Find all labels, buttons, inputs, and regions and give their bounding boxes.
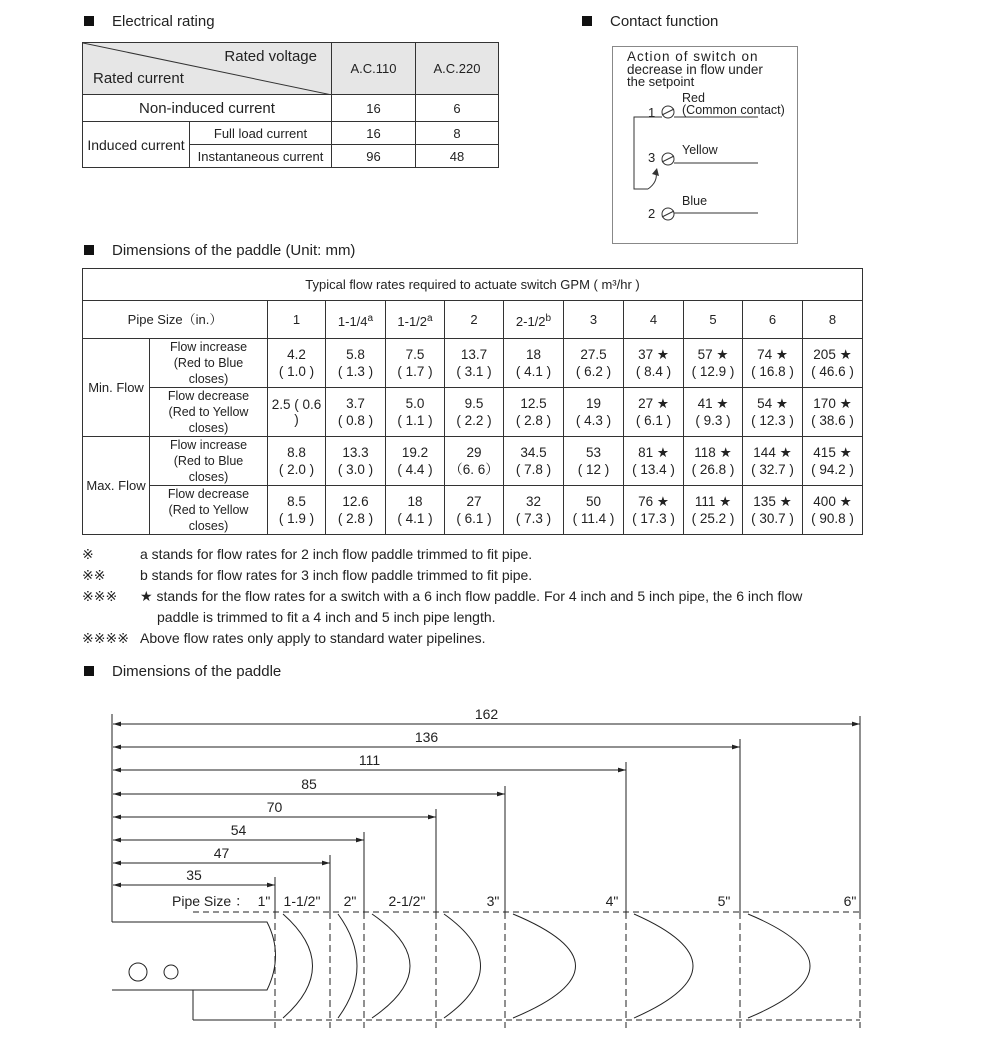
section-title-paddle-dims	[84, 242, 355, 259]
flow-m3hr-value: ( 1.7 )	[397, 364, 433, 379]
flow-label-line: Flow decrease	[167, 487, 250, 501]
footnote-superscript: a	[367, 312, 374, 324]
flow-m3hr-value: ( 9.3 )	[695, 413, 731, 428]
flow-rate-table	[82, 268, 863, 535]
flow-gpm-value: 5.8	[346, 347, 365, 362]
flow-gpm-value: 54 ★	[757, 396, 788, 411]
flow-m3hr-value: ( 6.2 )	[575, 364, 612, 379]
induced-label: Induced current	[83, 122, 190, 168]
flow-gpm-value: 8.8	[287, 445, 306, 460]
flow-rate-cell	[564, 339, 624, 388]
terminal-1-screw-icon	[662, 106, 674, 118]
cell: 48	[416, 145, 499, 168]
pipe-size-col-header	[803, 301, 863, 339]
cell: 6	[416, 95, 499, 122]
pipe-size-col-header	[268, 301, 326, 339]
red-label: Red	[682, 91, 705, 105]
flow-m3hr-value: ( 30.7 )	[751, 511, 794, 526]
section-title-text: Dimensions of the paddle	[112, 663, 282, 680]
trim-line	[748, 912, 860, 1028]
full-load-label: Full load current	[190, 122, 332, 145]
flow-label-line: Flow increase	[169, 438, 248, 452]
flow-m3hr-value: ( 46.6 )	[811, 364, 854, 379]
flow-m3hr-value: ( 38.6 )	[811, 413, 854, 428]
terminal-1-number: 1	[648, 105, 656, 120]
dimension-line	[113, 776, 505, 912]
contact-caption-line1: Action of switch on	[627, 49, 759, 64]
flow-m3hr-value: ( 2.0 )	[278, 462, 315, 477]
flow-rate-cell	[326, 388, 386, 437]
flow-gpm-value: 7.5	[405, 347, 425, 362]
flow-gpm-value: 50	[585, 494, 602, 509]
flow-gpm-value: 19.2	[401, 445, 429, 460]
flow-rate-cell	[684, 437, 743, 486]
terminal-3-number: 3	[648, 150, 656, 165]
pipe-size-value: 4	[649, 312, 658, 327]
yellow-label: Yellow	[682, 143, 718, 157]
pipe-size-value: 8	[828, 312, 837, 327]
trim-line	[338, 912, 364, 1028]
flow-m3hr-value: ( 90.8 )	[811, 511, 854, 526]
flow-rate-cell	[624, 339, 684, 388]
flow-gpm-value: 135 ★	[753, 494, 792, 509]
flow-rate-cell	[445, 388, 504, 437]
note-marker: ※※	[82, 567, 106, 583]
flow-gpm-value: 27 ★	[638, 396, 669, 411]
flow-label-line: closes)	[188, 470, 229, 484]
paddle-dimension-drawing	[0, 690, 1000, 1046]
trim-line	[513, 912, 626, 1028]
flow-m3hr-value: ( 6.1 )	[456, 511, 492, 526]
section-title-paddle-drawing	[84, 663, 281, 680]
trim-line	[444, 912, 505, 1028]
flow-rate-cell	[268, 339, 326, 388]
flow-gpm-value: 4.2	[287, 347, 306, 362]
pipe-size-col-header	[445, 301, 504, 339]
square-bullet-icon	[84, 666, 94, 676]
section-title-electrical-rating	[84, 13, 215, 30]
flow-rate-cell	[743, 486, 803, 535]
note-text: Above flow rates only apply to standard water pipelines.	[140, 630, 486, 646]
max-flow-label: Max. Flow	[83, 437, 150, 535]
section-title-text: Dimensions of the paddle (Unit: mm)	[112, 242, 356, 259]
non-induced-label: Non-induced current	[83, 95, 332, 122]
flow-m3hr-value: ( 4.1 )	[397, 511, 433, 526]
pipe-size-mark: 3"	[486, 893, 500, 909]
flow-label-line: (Red to Blue	[173, 454, 244, 468]
flow-table-title: Typical flow rates required to actuate switch GPM ( m³/hr )	[83, 269, 863, 301]
flow-m3hr-value: ( 2.8 )	[337, 511, 374, 526]
flow-rate-cell	[326, 486, 386, 535]
flow-m3hr-value: ( 4.1 )	[515, 364, 552, 379]
terminal-2-screw-icon	[662, 208, 674, 220]
flow-gpm-value: 57 ★	[697, 347, 729, 362]
flow-m3hr-value: ( 12.3 )	[751, 413, 794, 428]
dimension-value: 136	[414, 729, 439, 745]
section-title-text: Contact function	[610, 13, 719, 30]
flow-gpm-value: 29	[466, 445, 482, 460]
pipe-size-col-header	[564, 301, 624, 339]
note-marker: ※※※	[82, 588, 118, 604]
flow-gpm-value: 81 ★	[638, 445, 669, 460]
dimension-value: 54	[230, 822, 247, 838]
pipe-size-mark: 4"	[605, 893, 619, 909]
flow-gpm-value: 144 ★	[753, 445, 792, 460]
flow-m3hr-value: ( 8.4 )	[635, 364, 672, 379]
pipe-size-label: Pipe Size ：	[172, 893, 250, 909]
flow-row	[83, 437, 863, 486]
flow-gpm-value: 205 ★	[813, 347, 852, 362]
pipe-size-mark: 2"	[343, 893, 357, 909]
note-marker: ※※※※	[82, 630, 129, 646]
dimension-value: 47	[213, 845, 230, 861]
col-ac110: A.C.110	[332, 43, 416, 95]
flow-m3hr-value: ( 1.9 )	[278, 511, 315, 526]
note-marker: ※	[82, 546, 94, 562]
contact-function-diagram	[610, 44, 800, 246]
flow-decrease-label	[150, 486, 268, 535]
flow-gpm-value: 13.3	[342, 445, 369, 460]
flow-m3hr-value: ( 12 )	[577, 462, 610, 477]
pipe-size-value: 2-1/2	[515, 313, 546, 329]
instantaneous-label: Instantaneous current	[190, 145, 332, 168]
footnote-superscript: a	[427, 312, 433, 324]
paddle-body	[112, 912, 860, 1020]
flow-gpm-value: 27	[466, 494, 482, 509]
flow-m3hr-value: ( 1.1 )	[397, 413, 433, 428]
flow-m3hr-value: ( 17.3 )	[632, 511, 675, 526]
flow-m3hr-value: ( 11.4 )	[572, 511, 615, 526]
rated-current-label: Rated current	[93, 70, 184, 87]
rating-header-corner	[83, 43, 332, 95]
flow-gpm-value: 19	[585, 396, 602, 411]
flow-rate-cell	[564, 437, 624, 486]
flow-gpm-value: 118 ★	[694, 445, 732, 460]
flow-rate-cell	[268, 486, 326, 535]
flow-rate-cell	[326, 437, 386, 486]
square-bullet-icon	[84, 245, 94, 255]
flow-rate-cell	[564, 388, 624, 437]
cell: 16	[332, 122, 416, 145]
electrical-rating-table	[82, 42, 499, 168]
pipe-size-col-header	[326, 301, 386, 339]
flow-gpm-value: 18	[525, 347, 542, 362]
flow-decrease-label	[150, 388, 268, 437]
note-text: paddle is trimmed to fit a 4 inch and 5 inch pipe length.	[157, 609, 496, 625]
pipe-size-mark: 1-1/2"	[283, 893, 321, 909]
pipe-size-value: 1	[292, 312, 301, 327]
flow-m3hr-value: ( 94.2 )	[811, 462, 854, 477]
flow-rate-cell	[386, 486, 445, 535]
terminal-3-screw-icon	[662, 153, 674, 165]
dimension-value: 70	[266, 799, 283, 815]
flow-gpm-value: 74 ★	[757, 347, 788, 362]
flow-m3hr-value: ( 13.4 )	[632, 462, 675, 477]
flow-m3hr-value: ( 1.3 )	[337, 364, 374, 379]
flow-gpm-value: 12.5	[520, 396, 547, 411]
note-text: b stands for flow rates for 3 inch flow paddle trimmed to fit pipe.	[140, 567, 533, 583]
flow-gpm-value: 37 ★	[638, 347, 669, 362]
flow-m3hr-value: ( 7.8 )	[515, 462, 552, 477]
flow-gpm-value: 9.5	[464, 396, 484, 411]
common-contact-label: (Common contact)	[682, 103, 785, 117]
section-title-text: Electrical rating	[112, 13, 215, 30]
flow-rate-cell	[504, 388, 564, 437]
trim-line	[283, 912, 330, 1028]
pipe-size-value: 2	[470, 312, 478, 327]
pipe-size-header: Pipe Size（in.）	[83, 301, 268, 339]
contact-caption-line2: decrease in flow under	[627, 62, 763, 77]
flow-m3hr-value: ( 32.7 )	[751, 462, 794, 477]
flow-gpm-value: 3.7	[346, 396, 365, 411]
flow-gpm-value: 12.6	[342, 494, 369, 509]
flow-increase-label	[150, 437, 268, 486]
pipe-size-value: 3	[589, 312, 598, 327]
pipe-size-col-header	[684, 301, 743, 339]
flow-m3hr-value: ( 2.8 )	[515, 413, 552, 428]
dimension-value: 162	[474, 706, 499, 722]
blue-label: Blue	[682, 194, 708, 208]
flow-m3hr-value: ( 2.2 )	[456, 413, 492, 428]
dimension-value: 35	[186, 867, 202, 883]
flow-rate-cell	[564, 486, 624, 535]
cell: 16	[332, 95, 416, 122]
flow-rate-cell	[445, 339, 504, 388]
flow-gpm-value: 2.5 ( 0.6 )	[271, 397, 322, 427]
flow-rate-cell	[445, 437, 504, 486]
flow-m3hr-value: ( 1.0 )	[278, 364, 315, 379]
note-text: ★ stands for the flow rates for a switch with a 6 inch flow paddle. For 4 inch and 5 inch pipe, the 6 inch flow	[140, 588, 803, 604]
flow-row	[83, 486, 863, 535]
flow-gpm-value: 13.7	[460, 347, 488, 362]
flow-m3hr-value: ( 16.8 )	[751, 364, 794, 379]
contact-caption-line3: the setpoint	[627, 74, 695, 89]
flow-rate-cell	[624, 437, 684, 486]
flow-m3hr-value: ( 4.3 )	[575, 413, 612, 428]
pipe-size-mark: 5"	[717, 893, 731, 909]
flow-rate-cell	[743, 388, 803, 437]
flow-increase-label	[150, 339, 268, 388]
rated-voltage-label: Rated voltage	[224, 48, 317, 65]
flow-m3hr-value: ( 7.3 )	[515, 511, 552, 526]
col-ac220: A.C.220	[416, 43, 499, 95]
flow-rate-cell	[268, 437, 326, 486]
flow-rate-cell	[386, 339, 445, 388]
flow-label-line: closes)	[188, 372, 229, 386]
flow-rate-cell	[504, 486, 564, 535]
flow-m3hr-value: ( 3.1 )	[456, 364, 492, 379]
flow-gpm-value: 415 ★	[813, 445, 852, 460]
flow-rate-cell	[504, 339, 564, 388]
flow-rate-cell	[803, 388, 863, 437]
flow-m3hr-value: ( 3.0 )	[337, 462, 374, 477]
flow-gpm-value: 5.0	[405, 396, 425, 411]
flow-label-line: (Red to Yellow	[168, 503, 249, 517]
pipe-size-value: 5	[709, 312, 717, 327]
flow-gpm-value: 32	[525, 494, 542, 509]
flow-m3hr-value: ( 4.4 )	[397, 462, 433, 477]
flow-gpm-value: 111 ★	[694, 494, 732, 509]
note-text: a stands for flow rates for 2 inch flow paddle trimmed to fit pipe.	[140, 546, 533, 562]
flow-gpm-value: 400 ★	[813, 494, 852, 509]
pipe-size-value: 6	[768, 312, 777, 327]
flow-gpm-value: 41 ★	[697, 396, 729, 411]
flow-gpm-value: 53	[585, 445, 602, 460]
cell: 96	[332, 145, 416, 168]
flow-gpm-value: 18	[407, 494, 423, 509]
trim-line	[372, 912, 436, 1028]
flow-label-line: (Red to Yellow	[168, 405, 249, 419]
flow-rate-cell	[504, 437, 564, 486]
flow-rate-cell	[803, 486, 863, 535]
flow-rate-cell	[684, 388, 743, 437]
flow-gpm-value: 76 ★	[638, 494, 669, 509]
flow-m3hr-value: ( 0.8 )	[337, 413, 374, 428]
flow-gpm-value: 34.5	[520, 445, 547, 460]
flow-rate-cell	[803, 437, 863, 486]
flow-m3hr-value: ( 6.1 )	[635, 413, 672, 428]
flow-label-line: Flow decrease	[167, 389, 250, 403]
flow-rate-cell	[386, 388, 445, 437]
pipe-size-col-header	[386, 301, 445, 339]
dimension-line	[113, 706, 860, 912]
flow-m3hr-value: ( 26.8 )	[691, 462, 735, 477]
flow-label-line: closes)	[188, 421, 229, 435]
section-title-contact-function	[582, 13, 718, 30]
mounting-hole-large-icon	[129, 963, 147, 981]
flow-rate-cell	[624, 486, 684, 535]
flow-rate-cell	[624, 388, 684, 437]
dimension-value: 85	[301, 776, 317, 792]
flow-rate-cell	[386, 437, 445, 486]
square-bullet-icon	[84, 16, 94, 26]
pipe-size-col-header	[504, 301, 564, 339]
flow-gpm-value: 8.5	[287, 494, 306, 509]
mounting-hole-small-icon	[164, 965, 178, 979]
flow-gpm-value: 27.5	[580, 347, 607, 362]
min-flow-label: Min. Flow	[83, 339, 150, 437]
flow-rate-cell	[445, 486, 504, 535]
terminal-2-number: 2	[648, 206, 656, 221]
cell: 8	[416, 122, 499, 145]
flow-label-line: (Red to Blue	[173, 356, 244, 370]
flow-label-line: Flow increase	[169, 340, 248, 354]
flow-rate-cell	[684, 486, 743, 535]
pipe-size-value: 1-1/4	[337, 313, 368, 329]
pipe-size-value: 1-1/2	[397, 313, 428, 329]
flow-label-line: closes)	[188, 519, 229, 533]
flow-m3hr-value: ( 12.9 )	[691, 364, 735, 379]
footnote-superscript: b	[545, 312, 552, 324]
dimension-line	[113, 752, 626, 912]
flow-rate-cell	[684, 339, 743, 388]
flow-m3hr-value: （6. 6）	[449, 462, 499, 477]
flow-rate-cell	[743, 437, 803, 486]
dimension-value: 111	[358, 752, 381, 768]
pipe-size-mark: 2-1/2"	[388, 893, 426, 909]
flow-rate-cell	[326, 339, 386, 388]
flow-rate-cell	[803, 339, 863, 388]
square-bullet-icon	[582, 16, 592, 26]
flow-row	[83, 388, 863, 437]
flow-row	[83, 339, 863, 388]
flow-m3hr-value: ( 25.2 )	[691, 511, 735, 526]
flow-rate-cell	[268, 388, 326, 437]
pipe-size-col-header	[624, 301, 684, 339]
pipe-size-mark: 1"	[257, 893, 271, 909]
flow-rate-cell	[743, 339, 803, 388]
trim-line	[634, 912, 740, 1028]
flow-gpm-value: 170 ★	[813, 396, 852, 411]
pipe-size-col-header	[743, 301, 803, 339]
pipe-size-mark: 6"	[843, 893, 857, 909]
